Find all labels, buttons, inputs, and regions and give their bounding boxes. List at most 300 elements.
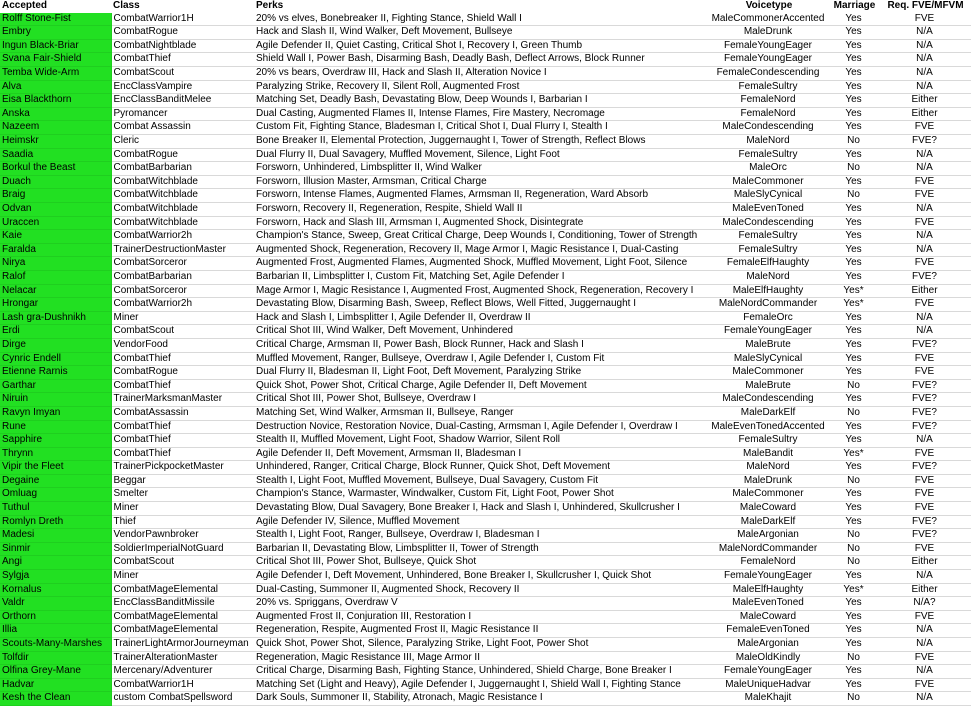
cell-class[interactable]: CombatWarrior1H [111, 13, 254, 26]
cell-accepted-name[interactable]: Duach [0, 175, 111, 189]
cell-perks[interactable]: Destruction Novice, Restoration Novice, Dual-Casting, Armsman I, Agile Defender I, Overdraw I [254, 420, 707, 434]
cell-accepted-name[interactable]: Kornalus [0, 583, 111, 597]
cell-accepted-name[interactable]: Sapphire [0, 434, 111, 448]
cell-voicetype[interactable]: FemaleSultry [707, 230, 829, 244]
cell-accepted-name[interactable]: Sinmir [0, 542, 111, 556]
cell-accepted-name[interactable]: Hrongar [0, 298, 111, 312]
cell-accepted-name[interactable]: Kesh the Clean [0, 692, 111, 706]
cell-perks[interactable]: Forsworn, Recovery II, Regeneration, Respite, Shield Wall II [254, 203, 707, 217]
cell-accepted-name[interactable]: Nelacar [0, 284, 111, 298]
cell-class[interactable]: CombatWarrior1H [111, 678, 254, 692]
cell-marriage[interactable]: Yes [829, 243, 878, 257]
cell-req[interactable]: N/A [878, 26, 971, 40]
cell-marriage[interactable]: Yes [829, 352, 878, 366]
cell-voicetype[interactable]: MaleEvenToned [707, 597, 829, 611]
cell-req[interactable]: N/A [878, 570, 971, 584]
cell-accepted-name[interactable]: Uraccen [0, 216, 111, 230]
cell-voicetype[interactable]: MaleNord [707, 270, 829, 284]
cell-req[interactable]: N/A [878, 67, 971, 81]
cell-perks[interactable]: Custom Fit, Fighting Stance, Bladesman I, Critical Shot I, Dual Flurry I, Stealth I [254, 121, 707, 135]
cell-voicetype[interactable]: MaleEvenToned [707, 203, 829, 217]
cell-accepted-name[interactable]: Tolfdir [0, 651, 111, 665]
cell-req[interactable]: FVE [878, 447, 971, 461]
cell-req[interactable]: N/A [878, 311, 971, 325]
cell-marriage[interactable]: Yes [829, 678, 878, 692]
cell-class[interactable]: CombatSorceror [111, 284, 254, 298]
cell-voicetype[interactable]: MaleCommonerAccented [707, 13, 829, 26]
cell-accepted-name[interactable]: Omluag [0, 488, 111, 502]
cell-perks[interactable]: Dual-Casting, Summoner II, Augmented Shock, Recovery II [254, 583, 707, 597]
cell-voicetype[interactable]: MaleNord [707, 135, 829, 149]
cell-accepted-name[interactable]: Braig [0, 189, 111, 203]
cell-marriage[interactable]: Yes [829, 393, 878, 407]
cell-accepted-name[interactable]: Etienne Rarnis [0, 366, 111, 380]
cell-req[interactable]: Either [878, 556, 971, 570]
cell-marriage[interactable]: Yes* [829, 447, 878, 461]
cell-perks[interactable]: Hack and Slash II, Wind Walker, Deft Movement, Bullseye [254, 26, 707, 40]
cell-accepted-name[interactable]: Cynric Endell [0, 352, 111, 366]
cell-voicetype[interactable]: MaleCondescending [707, 216, 829, 230]
cell-perks[interactable]: Dual Flurry II, Bladesman II, Light Foot, Deft Movement, Paralyzing Strike [254, 366, 707, 380]
cell-class[interactable]: CombatScout [111, 325, 254, 339]
cell-accepted-name[interactable]: Kaie [0, 230, 111, 244]
cell-marriage[interactable]: No [829, 529, 878, 543]
header-perks[interactable]: Perks [256, 0, 284, 11]
cell-voicetype[interactable]: FemaleNord [707, 556, 829, 570]
cell-voicetype[interactable]: FemaleCondescending [707, 67, 829, 81]
cell-perks[interactable]: Paralyzing Strike, Recovery II, Silent Roll, Augmented Frost [254, 80, 707, 94]
cell-class[interactable]: CombatNightblade [111, 39, 254, 53]
cell-perks[interactable]: Stealth II, Muffled Movement, Light Foot, Shadow Warrior, Silent Roll [254, 434, 707, 448]
cell-voicetype[interactable]: FemaleNord [707, 94, 829, 108]
header-voicetype[interactable]: Voicetype [745, 0, 793, 11]
cell-voicetype[interactable]: FemaleSultry [707, 80, 829, 94]
cell-voicetype[interactable]: MaleCondescending [707, 121, 829, 135]
cell-req[interactable]: N/A [878, 148, 971, 162]
cell-accepted-name[interactable]: Garthar [0, 379, 111, 393]
cell-class[interactable]: CombatThief [111, 420, 254, 434]
cell-marriage[interactable]: Yes [829, 39, 878, 53]
cell-req[interactable]: FVE [878, 366, 971, 380]
cell-class[interactable]: CombatBarbarian [111, 162, 254, 176]
cell-marriage[interactable]: Yes [829, 461, 878, 475]
cell-marriage[interactable]: Yes [829, 325, 878, 339]
cell-accepted-name[interactable]: Svana Fair-Shield [0, 53, 111, 67]
cell-perks[interactable]: Critical Shot III, Power Shot, Bullseye, Overdraw I [254, 393, 707, 407]
cell-perks[interactable]: Shield Wall I, Power Bash, Disarming Bash, Deadly Bash, Deflect Arrows, Block Runner [254, 53, 707, 67]
cell-req[interactable]: FVE [878, 121, 971, 135]
cell-req[interactable]: N/A [878, 53, 971, 67]
cell-class[interactable]: Combat Assassin [111, 121, 254, 135]
cell-accepted-name[interactable]: Alva [0, 80, 111, 94]
cell-perks[interactable]: Matching Set (Light and Heavy), Agile Defender I, Juggernaught I, Shield Wall I, Fighting Stance [254, 678, 707, 692]
cell-marriage[interactable]: Yes [829, 13, 878, 26]
cell-accepted-name[interactable]: Thrynn [0, 447, 111, 461]
cell-voicetype[interactable]: FemaleYoungEager [707, 53, 829, 67]
cell-accepted-name[interactable]: Scouts-Many-Marshes [0, 638, 111, 652]
cell-perks[interactable]: Quick Shot, Power Shot, Critical Charge, Agile Defender II, Deft Movement [254, 379, 707, 393]
cell-perks[interactable]: Matching Set, Wind Walker, Armsman II, Bullseye, Ranger [254, 406, 707, 420]
cell-perks[interactable]: Augmented Frost, Augmented Flames, Augmented Shock, Muffled Movement, Light Foot, Silence [254, 257, 707, 271]
cell-perks[interactable]: Agile Defender IV, Silence, Muffled Movement [254, 515, 707, 529]
cell-req[interactable]: FVE [878, 352, 971, 366]
cell-marriage[interactable]: No [829, 651, 878, 665]
cell-accepted-name[interactable]: Nirya [0, 257, 111, 271]
cell-accepted-name[interactable]: Ingun Black-Briar [0, 39, 111, 53]
cell-class[interactable]: CombatRogue [111, 366, 254, 380]
cell-class[interactable]: TrainerPickpocketMaster [111, 461, 254, 475]
header-marriage[interactable]: Marriage [833, 0, 876, 11]
cell-class[interactable]: CombatWarrior2h [111, 230, 254, 244]
cell-class[interactable]: CombatThief [111, 53, 254, 67]
cell-req[interactable]: FVE [878, 216, 971, 230]
cell-class[interactable]: CombatRogue [111, 26, 254, 40]
cell-class[interactable]: TrainerMarksmanMaster [111, 393, 254, 407]
cell-perks[interactable]: Hack and Slash I, Limbsplitter I, Agile Defender II, Overdraw II [254, 311, 707, 325]
cell-perks[interactable]: Forsworn, Unhindered, Limbsplitter II, Wind Walker [254, 162, 707, 176]
cell-req[interactable]: Either [878, 107, 971, 121]
cell-perks[interactable]: Bone Breaker II, Elemental Protection, Juggernaught I, Tower of Strength, Reflect Blows [254, 135, 707, 149]
cell-marriage[interactable]: Yes [829, 597, 878, 611]
cell-class[interactable]: Thief [111, 515, 254, 529]
cell-accepted-name[interactable]: Embry [0, 26, 111, 40]
cell-perks[interactable]: Unhindered, Ranger, Critical Charge, Block Runner, Quick Shot, Deft Movement [254, 461, 707, 475]
cell-class[interactable]: Miner [111, 502, 254, 516]
cell-marriage[interactable]: Yes [829, 94, 878, 108]
cell-marriage[interactable]: Yes [829, 502, 878, 516]
cell-req[interactable]: FVE? [878, 270, 971, 284]
cell-marriage[interactable]: Yes [829, 53, 878, 67]
cell-req[interactable]: FVE? [878, 515, 971, 529]
cell-voicetype[interactable]: FemaleYoungEager [707, 665, 829, 679]
cell-perks[interactable]: Barbarian II, Limbsplitter I, Custom Fit, Matching Set, Agile Defender I [254, 270, 707, 284]
cell-perks[interactable]: Devastating Blow, Dual Savagery, Bone Breaker I, Hack and Slash I, Unhindered, Skullcrusher I [254, 502, 707, 516]
cell-perks[interactable]: Quick Shot, Power Shot, Silence, Paralyzing Strike, Light Foot, Power Shot [254, 638, 707, 652]
header-accepted[interactable]: Accepted [2, 0, 48, 11]
cell-voicetype[interactable]: MaleBandit [707, 447, 829, 461]
cell-perks[interactable]: Agile Defender I, Deft Movement, Unhindered, Bone Breaker I, Skullcrusher I, Quick Shot [254, 570, 707, 584]
cell-voicetype[interactable]: MaleKhajit [707, 692, 829, 706]
cell-marriage[interactable]: Yes [829, 338, 878, 352]
cell-class[interactable]: CombatMageElemental [111, 583, 254, 597]
cell-req[interactable]: N/A [878, 162, 971, 176]
cell-req[interactable]: N/A [878, 692, 971, 706]
cell-accepted-name[interactable]: Illia [0, 624, 111, 638]
cell-voicetype[interactable]: FemaleYoungEager [707, 325, 829, 339]
cell-accepted-name[interactable]: Degaine [0, 474, 111, 488]
cell-class[interactable]: Miner [111, 570, 254, 584]
cell-voicetype[interactable]: MaleCommoner [707, 488, 829, 502]
cell-accepted-name[interactable]: Valdr [0, 597, 111, 611]
cell-req[interactable]: FVE? [878, 379, 971, 393]
cell-perks[interactable]: Stealth I, Light Foot, Muffled Movement, Bullseye, Dual Savagery, Custom Fit [254, 474, 707, 488]
cell-class[interactable]: CombatThief [111, 434, 254, 448]
cell-marriage[interactable]: No [829, 542, 878, 556]
cell-class[interactable]: Pyromancer [111, 107, 254, 121]
cell-req[interactable]: FVE [878, 678, 971, 692]
cell-accepted-name[interactable]: Odvan [0, 203, 111, 217]
cell-voicetype[interactable]: FemaleYoungEager [707, 39, 829, 53]
cell-class[interactable]: CombatBarbarian [111, 270, 254, 284]
cell-class[interactable]: CombatThief [111, 447, 254, 461]
cell-marriage[interactable]: Yes [829, 121, 878, 135]
cell-class[interactable]: CombatWitchblade [111, 189, 254, 203]
cell-voicetype[interactable]: MaleDrunk [707, 474, 829, 488]
cell-accepted-name[interactable]: Sylgja [0, 570, 111, 584]
cell-req[interactable]: FVE [878, 651, 971, 665]
cell-accepted-name[interactable]: Orthorn [0, 610, 111, 624]
cell-marriage[interactable]: Yes [829, 515, 878, 529]
cell-perks[interactable]: Devastating Blow, Disarming Bash, Sweep, Reflect Blows, Well Fitted, Juggernaught I [254, 298, 707, 312]
cell-voicetype[interactable]: MaleCommoner [707, 366, 829, 380]
cell-req[interactable]: FVE? [878, 406, 971, 420]
cell-perks[interactable]: Regeneration, Magic Resistance III, Mage Armor II [254, 651, 707, 665]
cell-class[interactable]: CombatThief [111, 352, 254, 366]
cell-class[interactable]: Cleric [111, 135, 254, 149]
cell-req[interactable]: FVE? [878, 393, 971, 407]
cell-voicetype[interactable]: MaleEvenTonedAccented [707, 420, 829, 434]
cell-perks[interactable]: Champion's Stance, Sweep, Great Critical Charge, Deep Wounds I, Conditioning, Tower of Strength [254, 230, 707, 244]
cell-voicetype[interactable]: MaleDarkElf [707, 515, 829, 529]
cell-class[interactable]: TrainerAlterationMaster [111, 651, 254, 665]
cell-voicetype[interactable]: MaleNordCommander [707, 542, 829, 556]
cell-class[interactable]: CombatRogue [111, 148, 254, 162]
cell-marriage[interactable]: No [829, 135, 878, 149]
cell-accepted-name[interactable]: Olfina Grey-Mane [0, 665, 111, 679]
cell-voicetype[interactable]: MaleDrunk [707, 26, 829, 40]
cell-req[interactable]: FVE [878, 189, 971, 203]
cell-req[interactable]: FVE? [878, 420, 971, 434]
cell-marriage[interactable]: Yes* [829, 583, 878, 597]
cell-accepted-name[interactable]: Vipir the Fleet [0, 461, 111, 475]
cell-perks[interactable]: Agile Defender II, Quiet Casting, Critical Shot I, Recovery I, Green Thumb [254, 39, 707, 53]
cell-class[interactable]: TrainerLightArmorJourneyman [111, 638, 254, 652]
cell-voicetype[interactable]: MaleElfHaughty [707, 284, 829, 298]
cell-voicetype[interactable]: MaleElfHaughty [707, 583, 829, 597]
cell-voicetype[interactable]: MaleNordCommander [707, 298, 829, 312]
cell-accepted-name[interactable]: Borkul the Beast [0, 162, 111, 176]
cell-marriage[interactable]: Yes [829, 488, 878, 502]
cell-voicetype[interactable]: MaleArgonian [707, 529, 829, 543]
cell-marriage[interactable]: No [829, 406, 878, 420]
cell-req[interactable]: N/A [878, 39, 971, 53]
cell-class[interactable]: Mercenary/Adventurer [111, 665, 254, 679]
cell-perks[interactable]: Augmented Frost II, Conjuration III, Restoration I [254, 610, 707, 624]
cell-voicetype[interactable]: FemaleSultry [707, 148, 829, 162]
cell-marriage[interactable]: Yes* [829, 284, 878, 298]
cell-req[interactable]: FVE? [878, 529, 971, 543]
cell-marriage[interactable]: Yes [829, 610, 878, 624]
cell-req[interactable]: FVE? [878, 461, 971, 475]
cell-perks[interactable]: Dual Flurry II, Dual Savagery, Muffled Movement, Silence, Light Foot [254, 148, 707, 162]
cell-voicetype[interactable]: MaleNord [707, 461, 829, 475]
cell-accepted-name[interactable]: Heimskr [0, 135, 111, 149]
cell-marriage[interactable]: No [829, 162, 878, 176]
cell-voicetype[interactable]: MaleSlyCynical [707, 189, 829, 203]
cell-accepted-name[interactable]: Lash gra-Dushnikh [0, 311, 111, 325]
cell-marriage[interactable]: Yes [829, 257, 878, 271]
cell-perks[interactable]: Forsworn, Illusion Master, Armsman, Critical Charge [254, 175, 707, 189]
cell-class[interactable]: CombatSorceror [111, 257, 254, 271]
cell-req[interactable]: FVE [878, 13, 971, 26]
cell-perks[interactable]: Agile Defender II, Deft Movement, Armsman II, Bladesman I [254, 447, 707, 461]
cell-perks[interactable]: Augmented Shock, Regeneration, Recovery II, Mage Armor I, Magic Resistance I, Dual-Casting [254, 243, 707, 257]
cell-marriage[interactable]: Yes [829, 311, 878, 325]
cell-voicetype[interactable]: MaleCoward [707, 502, 829, 516]
cell-accepted-name[interactable]: Ravyn Imyan [0, 406, 111, 420]
cell-class[interactable]: custom CombatSpellsword [111, 692, 254, 706]
cell-req[interactable]: Either [878, 583, 971, 597]
cell-accepted-name[interactable]: Dirge [0, 338, 111, 352]
cell-voicetype[interactable]: MaleCoward [707, 610, 829, 624]
cell-accepted-name[interactable]: Ralof [0, 270, 111, 284]
cell-accepted-name[interactable]: Nazeem [0, 121, 111, 135]
cell-accepted-name[interactable]: Eisa Blackthorn [0, 94, 111, 108]
cell-class[interactable]: CombatWitchblade [111, 175, 254, 189]
cell-marriage[interactable]: Yes [829, 67, 878, 81]
cell-marriage[interactable]: Yes [829, 434, 878, 448]
cell-class[interactable]: CombatAssassin [111, 406, 254, 420]
cell-perks[interactable]: Matching Set, Deadly Bash, Devastating Blow, Deep Wounds I, Barbarian I [254, 94, 707, 108]
cell-perks[interactable]: Stealth I, Light Foot, Ranger, Bullseye, Overdraw I, Bladesman I [254, 529, 707, 543]
cell-req[interactable]: N/A [878, 230, 971, 244]
cell-marriage[interactable]: Yes [829, 570, 878, 584]
cell-voicetype[interactable]: FemaleEvenToned [707, 624, 829, 638]
cell-perks[interactable]: Dual Casting, Augmented Flames II, Intense Flames, Fire Mastery, Necromage [254, 107, 707, 121]
cell-class[interactable]: CombatMageElemental [111, 610, 254, 624]
cell-req[interactable]: FVE [878, 610, 971, 624]
cell-req[interactable]: FVE [878, 175, 971, 189]
cell-accepted-name[interactable]: Hadvar [0, 678, 111, 692]
cell-voicetype[interactable]: MaleArgonian [707, 638, 829, 652]
cell-voicetype[interactable]: MaleDarkElf [707, 406, 829, 420]
cell-req[interactable]: N/A [878, 638, 971, 652]
cell-voicetype[interactable]: MaleCondescending [707, 393, 829, 407]
cell-class[interactable]: TrainerDestructionMaster [111, 243, 254, 257]
cell-req[interactable]: N/A [878, 624, 971, 638]
cell-perks[interactable]: Muffled Movement, Ranger, Bullseye, Overdraw I, Agile Defender I, Custom Fit [254, 352, 707, 366]
cell-accepted-name[interactable]: Tuthul [0, 502, 111, 516]
cell-req[interactable]: FVE [878, 474, 971, 488]
cell-marriage[interactable]: No [829, 189, 878, 203]
cell-perks[interactable]: 20% vs. Spriggans, Overdraw V [254, 597, 707, 611]
cell-marriage[interactable]: Yes [829, 624, 878, 638]
cell-marriage[interactable]: Yes [829, 270, 878, 284]
cell-req[interactable]: FVE [878, 488, 971, 502]
cell-class[interactable]: CombatWitchblade [111, 216, 254, 230]
cell-class[interactable]: CombatScout [111, 556, 254, 570]
cell-accepted-name[interactable]: Faralda [0, 243, 111, 257]
cell-voicetype[interactable]: MaleSlyCynical [707, 352, 829, 366]
cell-req[interactable]: FVE [878, 257, 971, 271]
cell-marriage[interactable]: Yes [829, 366, 878, 380]
cell-accepted-name[interactable]: Niruin [0, 393, 111, 407]
cell-class[interactable]: Miner [111, 311, 254, 325]
cell-accepted-name[interactable]: Saadia [0, 148, 111, 162]
cell-perks[interactable]: Critical Shot III, Wind Walker, Deft Movement, Unhindered [254, 325, 707, 339]
cell-class[interactable]: VendorFood [111, 338, 254, 352]
cell-voicetype[interactable]: MaleOldKindly [707, 651, 829, 665]
cell-class[interactable]: EncClassBanditMissile [111, 597, 254, 611]
cell-req[interactable]: Either [878, 284, 971, 298]
cell-marriage[interactable]: Yes [829, 148, 878, 162]
cell-perks[interactable]: Barbarian II, Devastating Blow, Limbsplitter II, Tower of Strength [254, 542, 707, 556]
cell-voicetype[interactable]: MaleCommoner [707, 175, 829, 189]
cell-accepted-name[interactable]: Romlyn Dreth [0, 515, 111, 529]
cell-accepted-name[interactable]: Angi [0, 556, 111, 570]
cell-class[interactable]: VendorPawnbroker [111, 529, 254, 543]
cell-marriage[interactable]: Yes [829, 230, 878, 244]
cell-req[interactable]: N/A [878, 203, 971, 217]
cell-voicetype[interactable]: FemaleOrc [707, 311, 829, 325]
cell-class[interactable]: EncClassVampire [111, 80, 254, 94]
cell-req[interactable]: N/A [878, 243, 971, 257]
cell-class[interactable]: CombatWitchblade [111, 203, 254, 217]
cell-marriage[interactable]: Yes [829, 420, 878, 434]
cell-class[interactable]: EncClassBanditMelee [111, 94, 254, 108]
cell-req[interactable]: FVE [878, 502, 971, 516]
cell-req[interactable]: FVE [878, 298, 971, 312]
cell-voicetype[interactable]: FemaleNord [707, 107, 829, 121]
cell-voicetype[interactable]: MaleUniqueHadvar [707, 678, 829, 692]
cell-accepted-name[interactable]: Anska [0, 107, 111, 121]
cell-class[interactable]: CombatScout [111, 67, 254, 81]
cell-marriage[interactable]: Yes [829, 665, 878, 679]
cell-req[interactable]: Either [878, 94, 971, 108]
cell-accepted-name[interactable]: Rune [0, 420, 111, 434]
cell-perks[interactable]: Champion's Stance, Warmaster, Windwalker, Custom Fit, Light Foot, Power Shot [254, 488, 707, 502]
cell-class[interactable]: Smelter [111, 488, 254, 502]
cell-perks[interactable]: 20% vs bears, Overdraw III, Hack and Slash II, Alteration Novice I [254, 67, 707, 81]
cell-class[interactable]: CombatMageElemental [111, 624, 254, 638]
cell-perks[interactable]: Regeneration, Respite, Augmented Frost II, Magic Resistance II [254, 624, 707, 638]
cell-req[interactable]: N/A [878, 665, 971, 679]
cell-marriage[interactable]: Yes [829, 216, 878, 230]
cell-voicetype[interactable]: FemaleYoungEager [707, 570, 829, 584]
cell-voicetype[interactable]: FemaleSultry [707, 243, 829, 257]
cell-accepted-name[interactable]: Rolff Stone-Fist [0, 13, 111, 26]
cell-req[interactable]: N/A [878, 80, 971, 94]
cell-perks[interactable]: Critical Charge, Armsman II, Power Bash, Block Runner, Hack and Slash I [254, 338, 707, 352]
cell-req[interactable]: N/A? [878, 597, 971, 611]
cell-class[interactable]: Beggar [111, 474, 254, 488]
cell-req[interactable]: FVE? [878, 135, 971, 149]
cell-voicetype[interactable]: MaleBrute [707, 379, 829, 393]
cell-marriage[interactable]: No [829, 379, 878, 393]
cell-voicetype[interactable]: FemaleElfHaughty [707, 257, 829, 271]
cell-accepted-name[interactable]: Erdi [0, 325, 111, 339]
cell-class[interactable]: CombatWarrior2h [111, 298, 254, 312]
cell-req[interactable]: FVE? [878, 338, 971, 352]
cell-accepted-name[interactable]: Temba Wide-Arm [0, 67, 111, 81]
cell-marriage[interactable]: Yes [829, 203, 878, 217]
cell-perks[interactable]: 20% vs elves, Bonebreaker II, Fighting Stance, Shield Wall I [254, 13, 707, 26]
cell-marriage[interactable]: Yes* [829, 298, 878, 312]
cell-req[interactable]: N/A [878, 325, 971, 339]
cell-perks[interactable]: Mage Armor I, Magic Resistance I, Augmented Frost, Augmented Shock, Regeneration, Recovery I [254, 284, 707, 298]
cell-req[interactable]: N/A [878, 434, 971, 448]
cell-class[interactable]: SoldierImperialNotGuard [111, 542, 254, 556]
cell-marriage[interactable]: Yes [829, 107, 878, 121]
cell-perks[interactable]: Dark Souls, Summoner II, Stability, Atronach, Magic Resistance I [254, 692, 707, 706]
cell-marriage[interactable]: Yes [829, 175, 878, 189]
cell-voicetype[interactable]: FemaleSultry [707, 434, 829, 448]
cell-perks[interactable]: Forsworn, Intense Flames, Augmented Flames, Armsman II, Regeneration, Ward Absorb [254, 189, 707, 203]
cell-voicetype[interactable]: MaleBrute [707, 338, 829, 352]
cell-marriage[interactable]: Yes [829, 638, 878, 652]
cell-accepted-name[interactable]: Madesi [0, 529, 111, 543]
cell-marriage[interactable]: Yes [829, 26, 878, 40]
